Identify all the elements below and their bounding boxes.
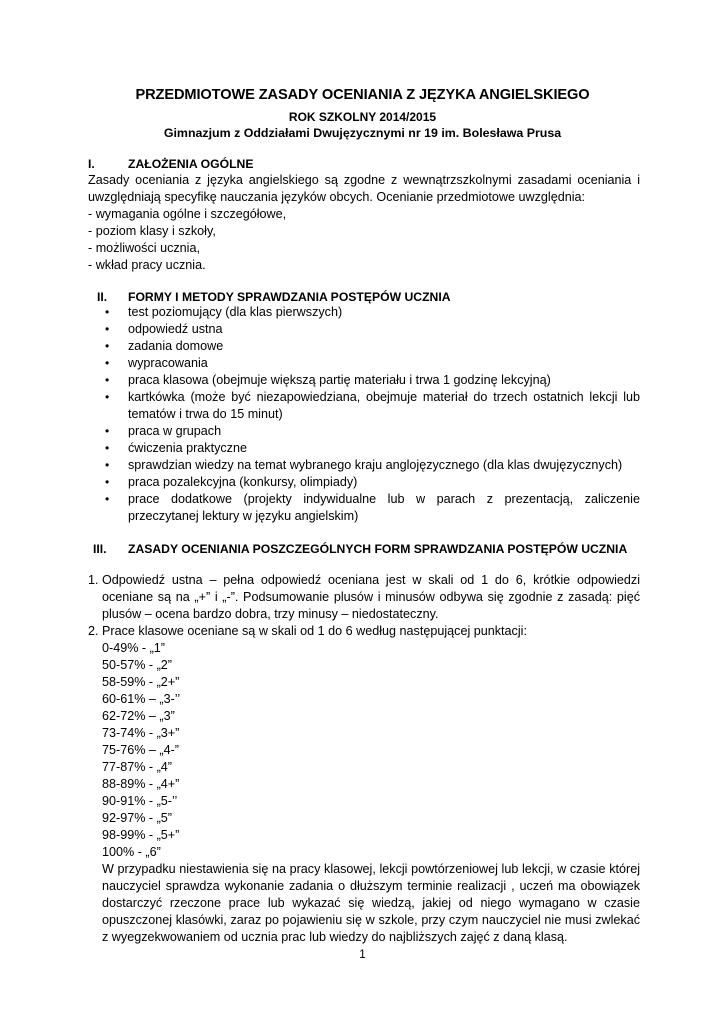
bullet-icon: • xyxy=(105,458,110,472)
section-1-number: I. xyxy=(88,157,95,171)
grade-threshold: 50-57% - „2” xyxy=(102,658,172,672)
list-item xyxy=(88,623,640,946)
section-2-list xyxy=(88,304,640,525)
list-item: • ćwiczenia praktyczne xyxy=(105,441,247,455)
document-title: PRZEDMIOTOWE ZASADY OCENIANIA Z JĘZYKA ANGIELSKIEGO xyxy=(135,87,590,103)
bullet-icon: • xyxy=(105,492,110,506)
bullet-icon: • xyxy=(105,305,110,319)
section-2-title: FORMY I METODY SPRAWDZANIA POSTĘPÓW UCZNIA xyxy=(128,290,451,304)
item-number: 1. xyxy=(88,573,99,587)
grade-threshold: 73-74% - „3+” xyxy=(102,726,180,740)
grade-threshold: 90-91% - „5-’’ xyxy=(102,794,178,808)
section-2-number: II. xyxy=(97,290,108,304)
grade-threshold: 88-89% - „4+” xyxy=(102,777,180,791)
grade-threshold: 0-49% - „1” xyxy=(102,641,165,655)
grade-threshold: 98-99% - „5+” xyxy=(102,828,180,842)
list-item: • praca pozalekcyjna (konkursy, olimpiady) xyxy=(105,475,358,489)
grade-threshold: 100% - „6” xyxy=(102,845,161,859)
list-item: - wymagania ogólne i szczegółowe, xyxy=(88,207,287,221)
bullet-icon: • xyxy=(105,356,110,370)
bullet-icon: • xyxy=(105,390,110,404)
list-item: • sprawdzian wiedzy na temat wybranego kraju anglojęzycznego (dla klas dwujęzycznych) xyxy=(105,458,623,472)
section-1-intro: Zasady oceniania z języka angielskiego są zgodne z wewnątrzszkolnymi zasadami oceniania i uwzględniają specyfikę nauczania języków obcych. Ocenianie przedmiotowe uwzględnia: xyxy=(88,173,640,204)
section-3-list xyxy=(88,572,640,946)
bullet-icon: • xyxy=(105,475,110,489)
oral-answer-rules: Odpowiedź ustna – pełna odpowiedź oceniana jest w skali od 1 do 6, krótkie odpowiedzi oceniane są na „+” i „-”. Podsumowanie plusów i minusów odbywa się zgodnie z zasadą: pięć plusów – ocena bardzo dobra, trzy minusy – niedostateczny. xyxy=(102,573,640,621)
bullet-icon: • xyxy=(105,373,110,387)
bullet-icon: • xyxy=(105,424,110,438)
school-name: Gimnazjum z Oddziałami Dwujęzycznymi nr 19 im. Bolesława Prusa xyxy=(163,126,562,140)
bullet-icon: • xyxy=(105,339,110,353)
bullet-icon: • xyxy=(105,441,110,455)
grading-scale xyxy=(102,640,640,861)
grade-threshold: 75-76% – „4-” xyxy=(102,743,179,757)
grade-threshold: 62-72% – „3” xyxy=(102,709,175,723)
section-3-title: ZASADY OCENIANIA POSZCZEGÓLNYCH FORM SPRAWDZANIA POSTĘPÓW UCZNIA xyxy=(128,542,628,556)
list-item: - możliwości ucznia, xyxy=(88,241,200,255)
list-item: • praca w grupach xyxy=(105,424,222,438)
list-item: • praca klasowa (obejmuje większą partię materiału i trwa 1 godzinę lekcyjną) xyxy=(105,373,551,387)
section-1-title: ZAŁOŻENIA OGÓLNE xyxy=(128,157,254,171)
grade-threshold: 60-61% – „3-’’ xyxy=(102,692,181,706)
section-3-number: III. xyxy=(93,542,107,556)
grade-threshold: 58-59% - „2+” xyxy=(102,675,180,689)
list-item: - poziom klasy i szkoły, xyxy=(88,224,216,238)
grade-threshold: 77-87% - „4” xyxy=(102,760,172,774)
grade-threshold: 92-97% - „5” xyxy=(102,811,172,825)
class-test-rules: Prace klasowe oceniane są w skali od 1 do 6 według następującej punktacji: xyxy=(102,624,527,638)
list-item: - wkład pracy ucznia. xyxy=(88,258,206,272)
page-number: 1 xyxy=(359,947,366,961)
bullet-icon: • xyxy=(105,322,110,336)
list-item: • kartkówka (może być niezapowiedziana, obejmuje materiał do trzech ostatnich lekcji lub tematów i trwa do 15 minut) xyxy=(105,390,640,421)
item-number: 2. xyxy=(88,624,99,638)
section-1-list xyxy=(88,206,640,274)
list-item: • zadania domowe xyxy=(105,339,224,353)
list-item xyxy=(88,572,640,623)
absence-note: W przypadku niestawienia się na pracy klasowej, lekcji powtórzeniowej lub lekcji, w czasie której nauczyciel sprawdza wykonanie zadania o dłuższym terminie realizacji , uczeń ma obowiązek dostarczyć rzeczone prace lub wykazać się wiedzą, jakiej od niego wymagano w czasie opuszczonej klasówki, zaraz po pojawieniu się w szkole, przy czym nauczyciel nie musi zwlekać z wyegzekwowaniem od ucznia prac lub wiedzy do najbliższych zajęć z daną klasą. xyxy=(102,862,640,944)
list-item: • prace dodatkowe (projekty indywidualne lub w parach z prezentacją, zaliczenie przeczytanej lektury w języku angielskim) xyxy=(105,492,640,523)
list-item: • wypracowania xyxy=(105,356,208,370)
list-item: • odpowiedź ustna xyxy=(105,322,223,336)
school-year: ROK SZKOLNY 2014/2015 xyxy=(288,110,437,124)
list-item: • test poziomujący (dla klas pierwszych) xyxy=(105,305,343,319)
